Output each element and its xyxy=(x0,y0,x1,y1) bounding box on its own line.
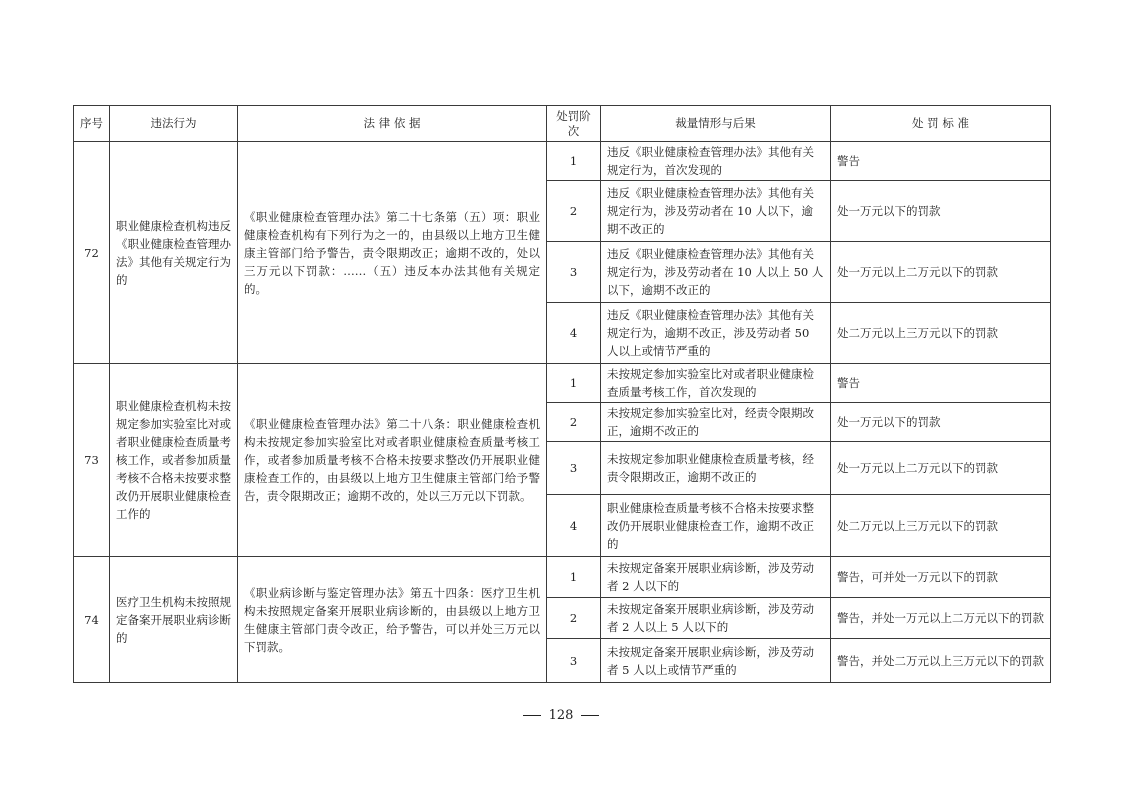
tier-cell: 3 xyxy=(547,242,601,303)
standard-cell: 警告，可并处一万元以下的罚款 xyxy=(831,557,1051,598)
table-row xyxy=(74,364,1051,403)
page-footer xyxy=(0,708,1122,723)
header-seq: 序号 xyxy=(74,106,110,142)
tier-cell: 1 xyxy=(547,364,601,403)
standard-cell: 处一万元以上二万元以下的罚款 xyxy=(831,242,1051,303)
tier-cell: 1 xyxy=(547,142,601,181)
standard-cell: 处二万元以上三万元以下的罚款 xyxy=(831,495,1051,557)
standard-cell: 处一万元以下的罚款 xyxy=(831,403,1051,442)
header-row xyxy=(74,106,1051,142)
seq-cell: 74 xyxy=(74,557,110,683)
tier-cell: 1 xyxy=(547,557,601,598)
tier-cell: 4 xyxy=(547,495,601,557)
circumstance-cell: 违反《职业健康检查管理办法》其他有关规定行为，涉及劳动者在 10 人以下，逾期不改正的 xyxy=(601,181,831,242)
circumstance-cell: 职业健康检查质量考核不合格未按要求整改仍开展职业健康检查工作，逾期不改正的 xyxy=(601,495,831,557)
circumstance-cell: 违反《职业健康检查管理办法》其他有关规定行为，涉及劳动者在 10 人以上 50 人以下，逾期不改正的 xyxy=(601,242,831,303)
header-basis: 法 律 依 据 xyxy=(238,106,547,142)
table-row xyxy=(74,557,1051,598)
tier-cell: 3 xyxy=(547,639,601,683)
tier-cell: 3 xyxy=(547,442,601,495)
seq-cell: 72 xyxy=(74,142,110,364)
circumstance-cell: 未按规定参加职业健康检查质量考核，经责令限期改正，逾期不改正的 xyxy=(601,442,831,495)
standard-cell: 处一万元以下的罚款 xyxy=(831,181,1051,242)
circumstance-cell: 违反《职业健康检查管理办法》其他有关规定行为，首次发现的 xyxy=(601,142,831,181)
violation-cell: 职业健康检查机构未按规定参加实验室比对或者职业健康检查质量考核工作，或者参加质量考核不合格未按要求整改仍开展职业健康检查工作的 xyxy=(110,364,238,557)
penalty-table xyxy=(73,105,1051,683)
circumstance-cell: 未按规定备案开展职业病诊断，涉及劳动者 5 人以上或情节严重的 xyxy=(601,639,831,683)
circumstance-cell: 违反《职业健康检查管理办法》其他有关规定行为，逾期不改正，涉及劳动者 50 人以上或情节严重的 xyxy=(601,303,831,364)
header-violation: 违法行为 xyxy=(110,106,238,142)
standard-cell: 警告，并处二万元以上三万元以下的罚款 xyxy=(831,639,1051,683)
circumstance-cell: 未按规定备案开展职业病诊断，涉及劳动者 2 人以下的 xyxy=(601,557,831,598)
basis-cell: 《职业病诊断与鉴定管理办法》第五十四条：医疗卫生机构未按照规定备案开展职业病诊断的，由县级以上地方卫生健康主管部门责令改正，给予警告，可以并处三万元以下罚款。 xyxy=(238,557,547,683)
circumstance-cell: 未按规定参加实验室比对，经责令限期改正，逾期不改正的 xyxy=(601,403,831,442)
tier-cell: 4 xyxy=(547,303,601,364)
header-circumstance: 裁量情形与后果 xyxy=(601,106,831,142)
standard-cell: 处二万元以上三万元以下的罚款 xyxy=(831,303,1051,364)
tier-cell: 2 xyxy=(547,403,601,442)
circumstance-cell: 未按规定参加实验室比对或者职业健康检查质量考核工作，首次发现的 xyxy=(601,364,831,403)
seq-cell: 73 xyxy=(74,364,110,557)
standard-cell: 警告，并处一万元以上二万元以下的罚款 xyxy=(831,598,1051,639)
basis-cell: 《职业健康检查管理办法》第二十七条第（五）项：职业健康检查机构有下列行为之一的，由县级以上地方卫生健康主管部门给予警告，责令限期改正；逾期不改的，处以三万元以下罚款：……（五）违反本办法其他有关规定的。 xyxy=(238,142,547,364)
footer-dash-right xyxy=(581,715,599,716)
standard-cell: 警告 xyxy=(831,142,1051,181)
violation-cell: 医疗卫生机构未按照规定备案开展职业病诊断的 xyxy=(110,557,238,683)
header-standard: 处 罚 标 准 xyxy=(831,106,1051,142)
standard-cell: 警告 xyxy=(831,364,1051,403)
circumstance-cell: 未按规定备案开展职业病诊断，涉及劳动者 2 人以上 5 人以下的 xyxy=(601,598,831,639)
basis-cell: 《职业健康检查管理办法》第二十八条：职业健康检查机构未按规定参加实验室比对或者职业健康检查质量考核工作，或者参加质量考核不合格未按要求整改仍开展职业健康检查工作的，由县级以上地方卫生健康主管部门给予警告，责令限期改正；逾期不改的，处以三万元以下罚款。 xyxy=(238,364,547,557)
page-number: 128 xyxy=(548,708,574,723)
table-row xyxy=(74,142,1051,181)
standard-cell: 处一万元以上二万元以下的罚款 xyxy=(831,442,1051,495)
violation-cell: 职业健康检查机构违反《职业健康检查管理办法》其他有关规定行为的 xyxy=(110,142,238,364)
footer-dash-left xyxy=(523,715,541,716)
tier-cell: 2 xyxy=(547,598,601,639)
tier-cell: 2 xyxy=(547,181,601,242)
header-tier: 处罚阶次 xyxy=(547,106,601,142)
